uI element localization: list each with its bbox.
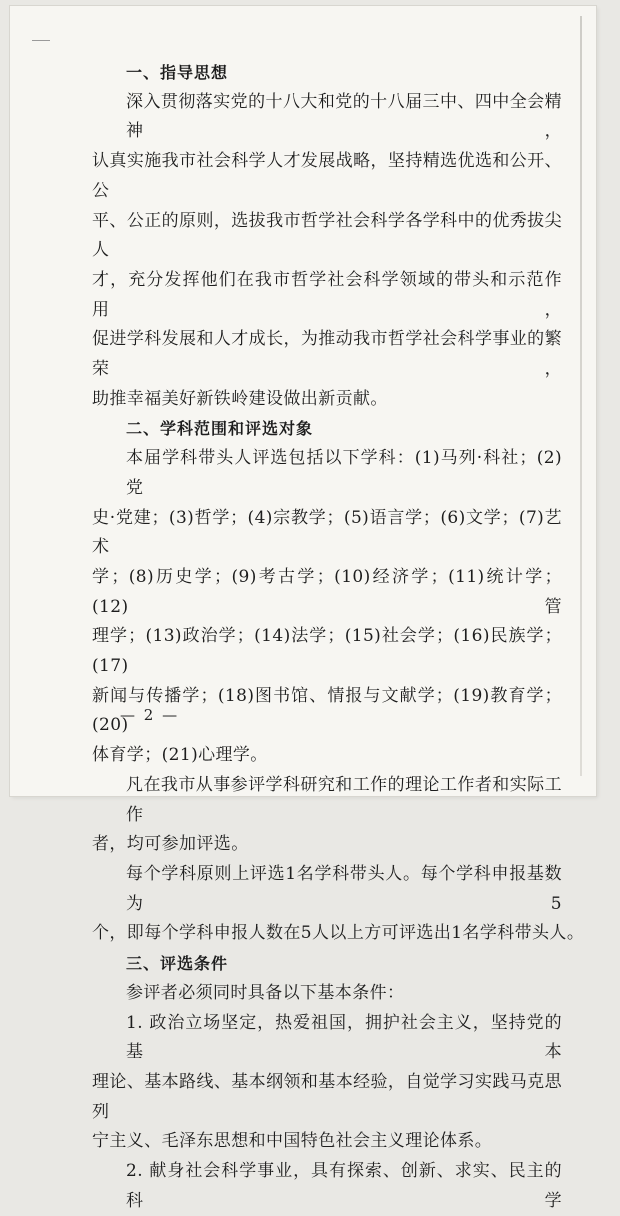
paragraph-line: 每个学科原则上评选1名学科带头人。每个学科申报基数为5 bbox=[126, 863, 562, 914]
paragraph-line: 参评者必须同时具备以下基本条件： bbox=[126, 982, 405, 1003]
paragraph-line: 本届学科带头人评选包括以下学科：(1)马列·科社；(2)党 bbox=[126, 448, 562, 498]
paragraph-line: 理论、基本路线、基本纲领和基本经验，自觉学习实践马克思列 bbox=[92, 1071, 562, 1122]
paragraph-line: 理学；(13)政治学；(14)法学；(15)社会学；(16)民族学；(17) bbox=[92, 626, 562, 677]
document-body bbox=[92, 58, 585, 1216]
paragraph-line: 平、公正的原则，选拔我市哲学社会科学各学科中的优秀拔尖人 bbox=[92, 210, 562, 261]
paragraph-line: 深入贯彻落实党的十八大和党的十八届三中、四中全会精神， bbox=[126, 91, 562, 142]
paragraph-line: 认真实施我市社会科学人才发展战略，坚持精选优选和公开、公 bbox=[92, 151, 562, 201]
paragraph-line: 史·党建；(3)哲学；(4)宗教学；(5)语言学；(6)文学；(7)艺术 bbox=[92, 507, 562, 558]
paragraph-line: 学；(8)历史学；(9)考古学；(10)经济学；(11)统计学；(12)管 bbox=[92, 566, 562, 617]
paragraph-line: 体育学；(21)心理学。 bbox=[92, 745, 268, 766]
section-heading: 一、指导思想 bbox=[126, 63, 229, 82]
paragraph-line: 助推幸福美好新铁岭建设做出新贡献。 bbox=[92, 388, 388, 409]
paragraph-line: 才，充分发挥他们在我市哲学社会科学领域的带头和示范作用， bbox=[92, 269, 562, 320]
paragraph-line: 个，即每个学科申报人数在5人以上方可评选出1名学科带头人。 bbox=[92, 923, 585, 944]
paragraph-line: 1. 政治立场坚定，热爱祖国，拥护社会主义，坚持党的基本 bbox=[126, 1012, 562, 1063]
page-number: — 2 — bbox=[120, 706, 180, 724]
paragraph-line: 促进学科发展和人才成长，为推动我市哲学社会科学事业的繁荣， bbox=[92, 329, 562, 380]
paragraph-line: 者，均可参加评选。 bbox=[92, 834, 249, 855]
paragraph-line: 2. 献身社会科学事业，具有探索、创新、求实、民主的科学 bbox=[126, 1161, 562, 1211]
section-heading: 三、评选条件 bbox=[126, 954, 229, 974]
scan-corner-mark bbox=[32, 40, 50, 41]
paragraph-line: 新闻与传播学；(18)图书馆、情报与文献学；(19)教育学；(20) bbox=[92, 685, 562, 736]
paragraph-line: 宁主义、毛泽东思想和中国特色社会主义理论体系。 bbox=[92, 1131, 493, 1152]
page-edge-shadow bbox=[580, 16, 582, 776]
section-heading: 二、学科范围和评选对象 bbox=[126, 419, 314, 439]
document-page bbox=[10, 6, 596, 1211]
paragraph-line: 凡在我市从事参评学科研究和工作的理论工作者和实际工作 bbox=[126, 774, 562, 825]
